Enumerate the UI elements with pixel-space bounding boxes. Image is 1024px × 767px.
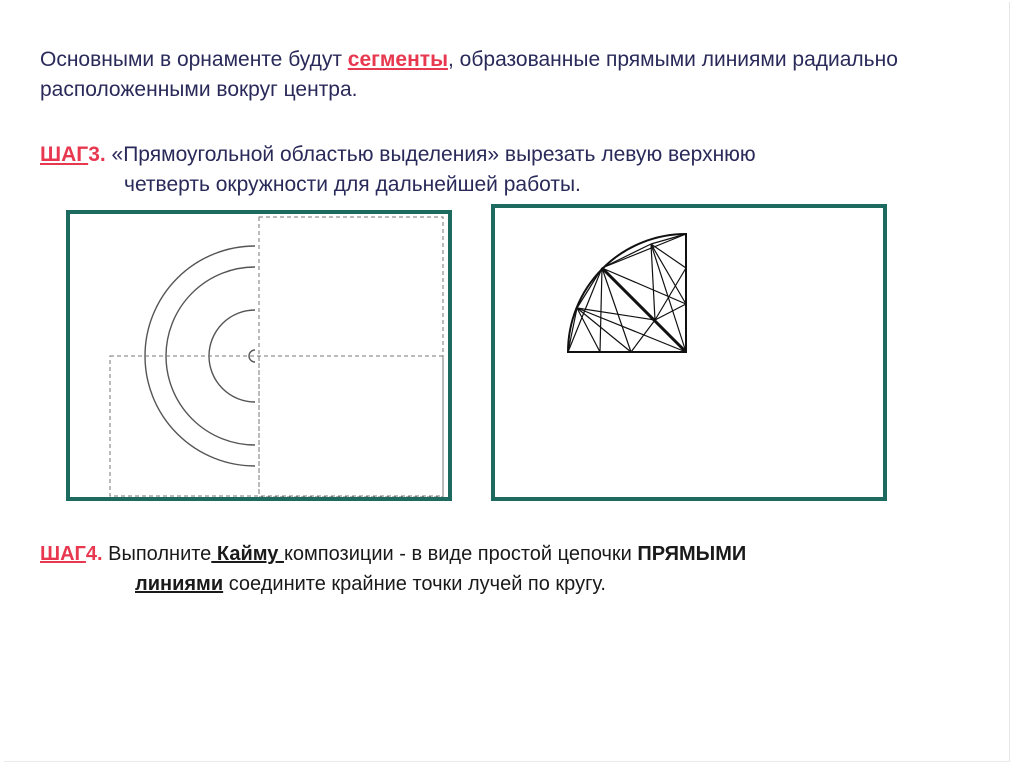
web-10 bbox=[651, 244, 686, 268]
step4-label-prefix: ШАГ bbox=[40, 543, 86, 565]
web-1 bbox=[602, 234, 686, 268]
step3-paragraph bbox=[40, 140, 980, 200]
step4-text-1: Выполните bbox=[102, 543, 212, 565]
step4-label bbox=[40, 543, 103, 565]
web-3 bbox=[602, 268, 686, 304]
step3-line1: «Прямоугольной областью выделения» вырезать левую верхнюю bbox=[105, 143, 756, 166]
web-13 bbox=[631, 320, 655, 352]
selection-rect-right bbox=[259, 217, 443, 497]
right-drawing-panel bbox=[491, 204, 887, 501]
concentric-arcs-drawing bbox=[70, 214, 448, 497]
step3-label-number: 3. bbox=[88, 143, 106, 166]
step4-text-3: соедините крайние точки лучей по кругу. bbox=[223, 573, 606, 595]
step3-line2: четверть окружности для дальнейшей работы. bbox=[124, 173, 581, 196]
step3-label bbox=[40, 143, 106, 166]
left-drawing-panel bbox=[66, 210, 452, 501]
intro-text-2: , образованные прямыми линиями радиально расположенными вокруг центра. bbox=[40, 48, 898, 101]
step4-kaimu: Кайму bbox=[211, 543, 284, 565]
step4-line2 bbox=[40, 569, 980, 599]
step3-label-prefix: ШАГ bbox=[40, 143, 89, 166]
intro-highlight-segments: сегменты bbox=[347, 48, 449, 71]
intro-paragraph bbox=[40, 45, 980, 105]
selection-rect-bottom bbox=[110, 356, 443, 496]
web-11 bbox=[600, 268, 602, 352]
web-2 bbox=[568, 268, 602, 352]
step4-bold-2: линиями bbox=[135, 573, 224, 595]
ray-2 bbox=[577, 308, 686, 352]
quarter-circle-pattern bbox=[495, 208, 883, 497]
step4-paragraph bbox=[40, 539, 980, 599]
intro-text-1: Основными в орнаменте будут bbox=[40, 48, 348, 71]
web-5 bbox=[651, 244, 686, 304]
web-12 bbox=[577, 308, 600, 352]
step4-text-2: композиции - в виде простой цепочки bbox=[283, 543, 638, 565]
step4-label-number: 4. bbox=[85, 543, 103, 565]
chain-3 bbox=[577, 268, 602, 308]
step4-bold-1: ПРЯМЫМИ bbox=[637, 543, 747, 565]
